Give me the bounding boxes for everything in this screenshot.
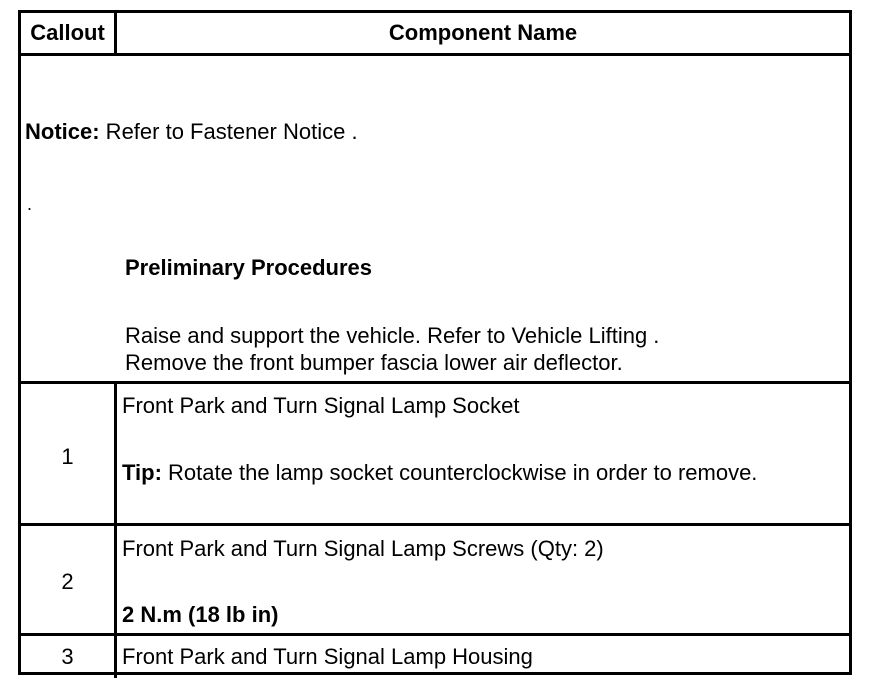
preliminary-step-1: Raise and support the vehicle. Refer to Vehicle Lifting . <box>125 323 660 348</box>
row-2-name: Front Park and Turn Signal Lamp Screws (Qty: 2) <box>122 536 604 561</box>
intro-divider <box>21 381 849 384</box>
header-divider <box>21 53 849 56</box>
row-1-tip <box>122 460 757 486</box>
notice-line <box>25 119 358 145</box>
row-1-name: Front Park and Turn Signal Lamp Socket <box>122 393 520 418</box>
row-3-callout: 3 <box>61 644 74 669</box>
row-1-tip-text: Rotate the lamp socket counterclockwise in order to remove. <box>161 460 758 485</box>
row-1-callout: 1 <box>61 444 74 469</box>
row-2-torque: 2 N.m (18 lb in) <box>122 602 279 627</box>
component-table <box>18 10 852 675</box>
rows-column-divider <box>114 381 117 678</box>
preliminary-title: Preliminary Procedures <box>125 255 373 280</box>
header-callout: Callout <box>30 20 105 45</box>
row1-divider <box>21 523 849 526</box>
row-1-tip-label: Tip: <box>122 460 162 485</box>
preliminary-step-2: Remove the front bumper fascia lower air deflector. <box>125 350 623 375</box>
header-component-name: Component Name <box>388 20 578 45</box>
row2-divider <box>21 633 849 636</box>
separator-dot: . <box>27 194 33 214</box>
notice-label: Notice: <box>25 119 100 144</box>
row-3-name: Front Park and Turn Signal Lamp Housing <box>122 644 533 669</box>
notice-text: Refer to Fastener Notice . <box>99 119 358 144</box>
row-2-callout: 2 <box>61 569 74 594</box>
